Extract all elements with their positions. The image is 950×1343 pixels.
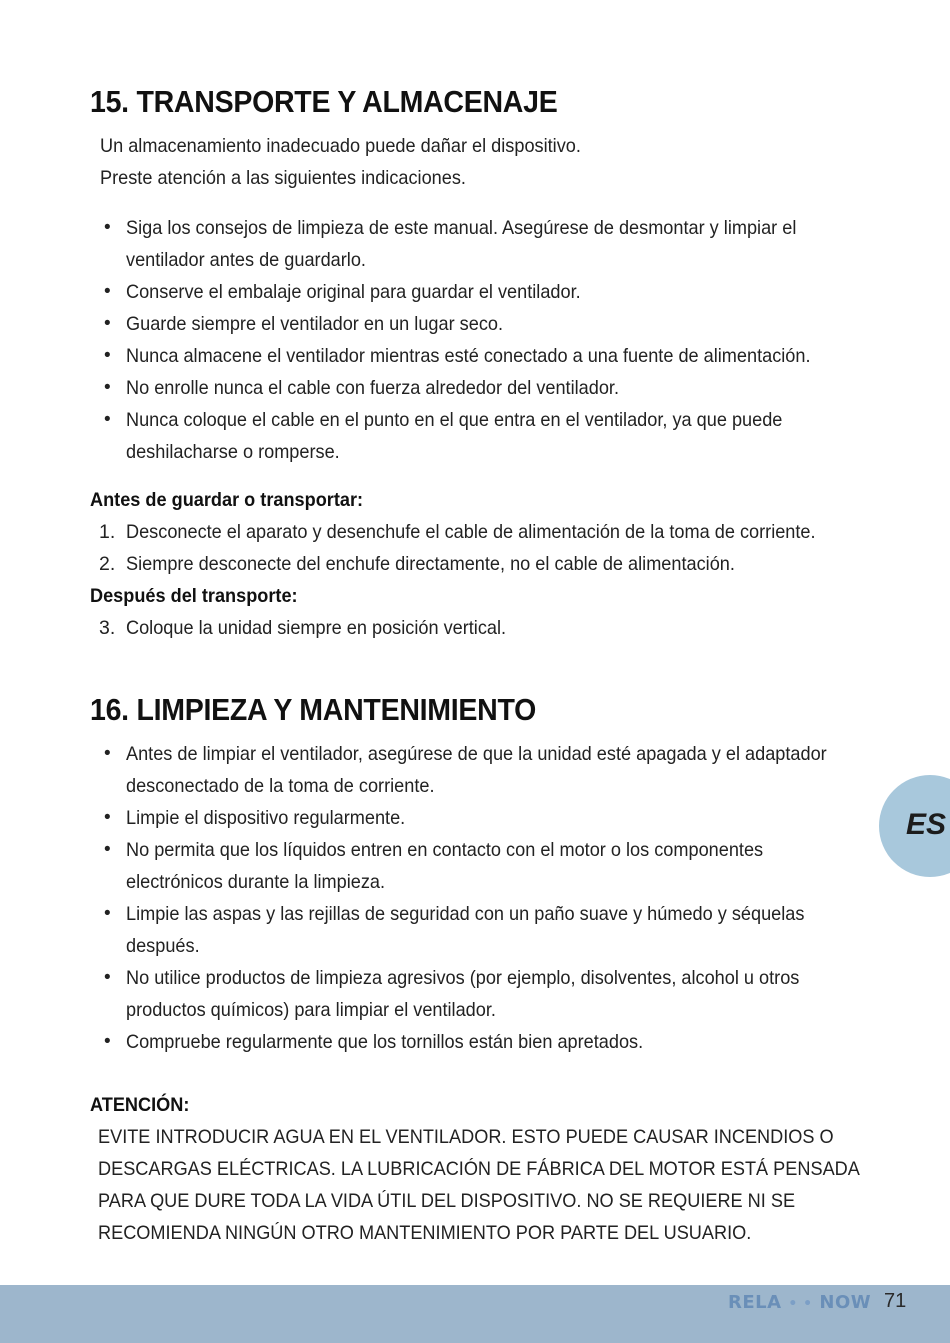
intro-line-2: Preste atención a las siguientes indicaciones. <box>100 167 466 189</box>
list-item: • Conserve el embalaje original para guardar el ventilador. <box>0 276 860 308</box>
section-16-title: 16. LIMPIEZA Y MANTENIMIENTO <box>90 692 537 727</box>
warning-text: EVITE INTRODUCIR AGUA EN EL VENTILADOR. ESTO PUEDE CAUSAR INCENDIOS O DESCARGAS ELÉCTRICAS. LA LUBRICACIÓN DE FÁBRICA DEL MOTOR ESTÁ PENSADA PARA QUE DURE TODA LA VIDA ÚTIL DEL DISPOSITIVO. NO SE REQUIERE NI SE RECOMIENDA NINGÚN OTRO MANTENIMIENTO POR PARTE DEL USUARIO. <box>98 1126 859 1244</box>
after-steps-list <box>0 612 860 644</box>
language-tab-label: ES <box>906 808 947 841</box>
bullet-icon: • <box>104 967 111 988</box>
list-item: • Nunca almacene el ventilador mientras esté conectado a una fuente de alimentación. <box>0 340 860 372</box>
list-item: 2. Siempre desconecte del enchufe directamente, no el cable de alimentación. <box>99 553 735 575</box>
bullet-icon: • <box>104 281 111 302</box>
bullet-icon: • <box>104 345 111 366</box>
bullet-icon: • <box>104 377 111 398</box>
after-transport-heading: Después del transporte: <box>90 585 298 607</box>
list-item: • Nunca coloque el cable en el punto en el que entra en el ventilador, ya que puede deshilacharse o romperse. <box>0 404 860 468</box>
bullet-icon: • <box>104 743 111 764</box>
list-item: 3. Coloque la unidad siempre en posición vertical. <box>99 617 507 639</box>
bullet-icon: • <box>104 807 111 828</box>
list-item: • No utilice productos de limpieza agresivos (por ejemplo, disolventes, alcohol u otros productos químicos) para limpiar el ventilador. <box>0 962 860 1026</box>
section-15-title: 15. TRANSPORTE Y ALMACENAJE <box>90 84 558 119</box>
cleaning-bullet-list <box>0 738 860 1058</box>
brand-logo: RELA • • NOW <box>728 1292 872 1313</box>
list-item: • Limpie el dispositivo regularmente. <box>0 802 860 834</box>
list-item: • Guarde siempre el ventilador en un lugar seco. <box>0 308 860 340</box>
storage-bullet-list <box>0 212 860 468</box>
list-item: • Antes de limpiar el ventilador, asegúrese de que la unidad esté apagada y el adaptador desconectado de la toma de corriente. <box>0 738 860 802</box>
page-number: 71 <box>884 1290 907 1312</box>
list-item: • Limpie las aspas y las rejillas de seguridad con un paño suave y húmedo y séquelas después. <box>0 898 860 962</box>
list-item: 1. Desconecte el aparato y desenchufe el cable de alimentación de la toma de corriente. <box>99 521 816 543</box>
bullet-icon: • <box>104 839 111 860</box>
list-item: • Siga los consejos de limpieza de este manual. Asegúrese de desmontar y limpiar el ventilador antes de guardarlo. <box>0 212 860 276</box>
bullet-icon: • <box>104 903 111 924</box>
list-item: • No permita que los líquidos entren en contacto con el motor o los componentes electrónicos durante la limpieza. <box>0 834 860 898</box>
list-item: • No enrolle nunca el cable con fuerza alrededor del ventilador. <box>0 372 860 404</box>
before-transport-heading: Antes de guardar o transportar: <box>90 489 364 511</box>
bullet-icon: • <box>104 313 111 334</box>
list-item: • Compruebe regularmente que los tornillos están bien apretados. <box>0 1026 860 1058</box>
bullet-icon: • <box>104 409 111 430</box>
bullet-icon: • <box>104 217 111 238</box>
bullet-icon: • <box>104 1031 111 1052</box>
before-steps-list <box>0 516 860 580</box>
warning-heading: ATENCIÓN: <box>90 1094 190 1116</box>
intro-line-1: Un almacenamiento inadecuado puede dañar el dispositivo. <box>100 135 581 157</box>
